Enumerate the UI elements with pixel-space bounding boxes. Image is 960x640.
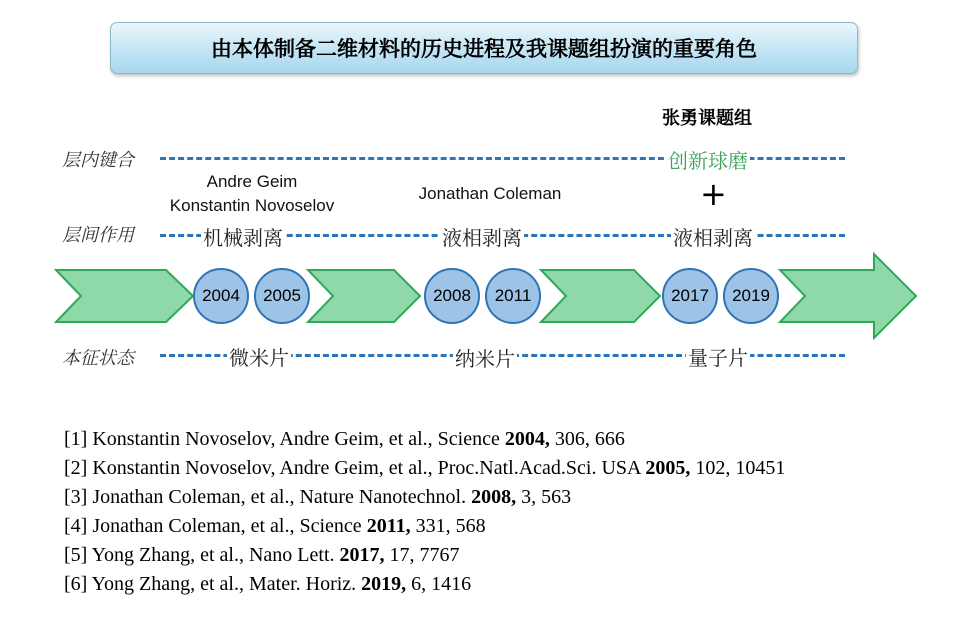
plus-sign: + — [700, 175, 727, 213]
row-label-intralayer: 层内键合 — [62, 150, 134, 171]
chevron-arrow-3 — [541, 270, 660, 322]
reference-list — [64, 428, 785, 602]
row-label-intrinsic: 本征状态 — [62, 348, 134, 369]
year-circle-2019: 2019 — [723, 268, 779, 324]
year-circle-2011: 2011 — [485, 268, 541, 324]
product-quantum-sheet: 量子片 — [686, 342, 750, 371]
reference-item: [1] Konstantin Novoselov, Andre Geim, et al., Science 2004, 306, 666 — [64, 428, 625, 450]
person-name: Konstantin Novoselov — [169, 196, 335, 215]
ball-milling-label: 创新球磨 — [666, 145, 750, 174]
large-arrow-end — [780, 254, 916, 338]
year-circle-2005: 2005 — [254, 268, 310, 324]
person-name: Andre Geim — [206, 172, 298, 191]
chevron-arrow-1 — [56, 270, 193, 322]
year-circle-2004: 2004 — [193, 268, 249, 324]
reference-item: [2] Konstantin Novoselov, Andre Geim, et al., Proc.Natl.Acad.Sci. USA 2005, 102, 10451 — [64, 457, 786, 479]
reference-item: [5] Yong Zhang, et al., Nano Lett. 2017, 17, 7767 — [64, 544, 460, 566]
method-mechanical-exfoliation: 机械剥离 — [201, 222, 285, 251]
method-liquid-exfoliation-1: 液相剥离 — [440, 222, 524, 251]
year-circle-2008: 2008 — [424, 268, 480, 324]
product-microsheet: 微米片 — [227, 342, 291, 371]
product-nanosheet: 纳米片 — [453, 343, 517, 372]
reference-item: [3] Jonathan Coleman, et al., Nature Nanotechnol. 2008, 3, 563 — [64, 486, 572, 508]
year-circle-2017: 2017 — [662, 268, 718, 324]
reference-item: [4] Jonathan Coleman, et al., Science 2011, 331, 568 — [64, 515, 486, 537]
person-coleman: Jonathan Coleman — [418, 184, 562, 203]
method-liquid-exfoliation-2: 液相剥离 — [671, 222, 755, 251]
slide-title: 由本体制备二维材料的历史进程及我课题组扮演的重要角色 — [211, 37, 757, 61]
reference-item: [6] Yong Zhang, et al., Mater. Horiz. 2019, 6, 1416 — [64, 573, 472, 595]
row-label-interlayer: 层间作用 — [62, 225, 134, 246]
chevron-arrow-2 — [308, 270, 420, 322]
research-group-label: 张勇课题组 — [662, 108, 752, 129]
